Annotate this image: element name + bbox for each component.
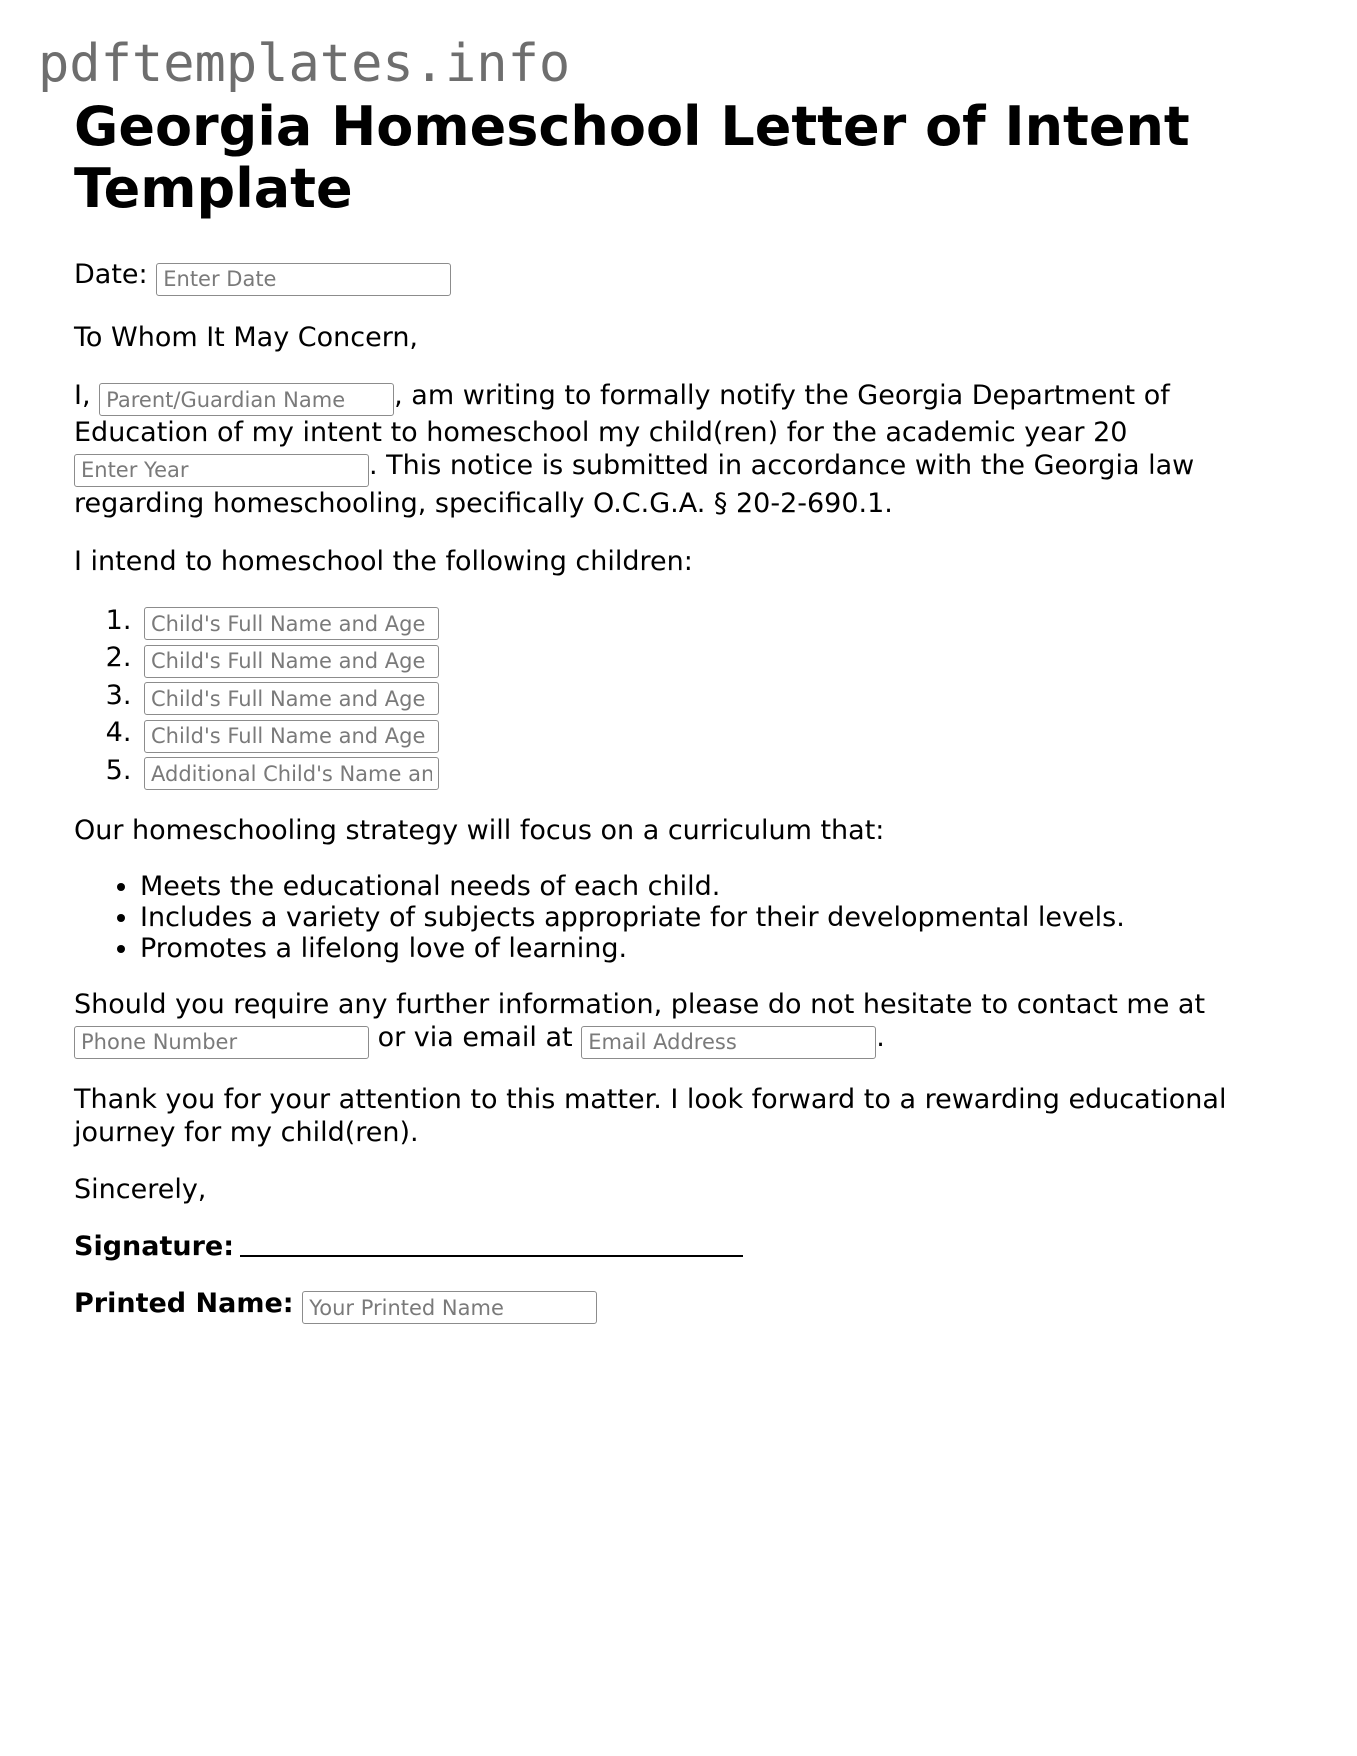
contact-paragraph [74,988,1264,1059]
list-item [140,753,1264,791]
signature-line [74,1230,1264,1263]
date-line [74,258,1264,296]
academic-year-input[interactable] [74,454,369,487]
list-item [140,603,1264,641]
child-1-input[interactable] [144,607,439,640]
printed-name-line [74,1287,1264,1325]
contact-prefix: Should you require any further information, please do not hesitate to contact me at [74,989,1206,1020]
children-list [74,603,1264,791]
salutation: To Whom It May Concern, [74,321,419,353]
intro-paragraph [74,379,1264,520]
page-title: Georgia Homeschool Letter of Intent Template [74,95,1190,220]
printed-name-input[interactable] [302,1291,597,1324]
date-label: Date: [74,259,148,290]
printed-name-label: Printed Name: [74,1287,294,1319]
child-4-input[interactable] [144,720,439,753]
child-2-input[interactable] [144,645,439,678]
child-3-input[interactable] [144,682,439,715]
phone-input[interactable] [74,1026,369,1059]
child-5-input[interactable] [144,757,439,790]
intro-suffix: . This notice is submitted in accordance with the Georgia law regarding homeschooling, specifically O.C.G.A. § 20-2-690.1. [74,450,1195,519]
watermark: pdftemplates.info [38,34,571,94]
contact-suffix: . [876,1022,885,1053]
signature-label: Signature: [74,1230,235,1262]
list-item [140,678,1264,716]
strategy-list [74,871,1264,964]
list-item [140,715,1264,753]
list-item: • Meets the educational needs of each child. [140,871,1264,902]
signature-field[interactable] [240,1231,743,1257]
list-item: • Includes a variety of subjects appropriate for their developmental levels. [140,902,1264,933]
list-item [140,640,1264,678]
strategy-intro: Our homeschooling strategy will focus on a curriculum that: [74,815,885,846]
date-input[interactable] [156,263,451,296]
intro-prefix: I, [74,379,91,411]
list-item: • Promotes a lifelong love of learning. [140,933,1264,964]
guardian-name-input[interactable] [99,383,394,416]
letter-document [74,96,1264,1324]
contact-middle: or via email at [377,1022,573,1053]
intro-middle: , am writing to formally notify the Georgia Department of Education of my intent to homeschool my child(ren) for the academic year 20 [74,379,1170,448]
email-input[interactable] [581,1026,876,1059]
closing: Sincerely, [74,1173,207,1205]
thanks-paragraph: Thank you for your attention to this matter. I look forward to a rewarding educational journey for my child(ren). [74,1083,1227,1148]
children-intro: I intend to homeschool the following children: [74,545,693,577]
